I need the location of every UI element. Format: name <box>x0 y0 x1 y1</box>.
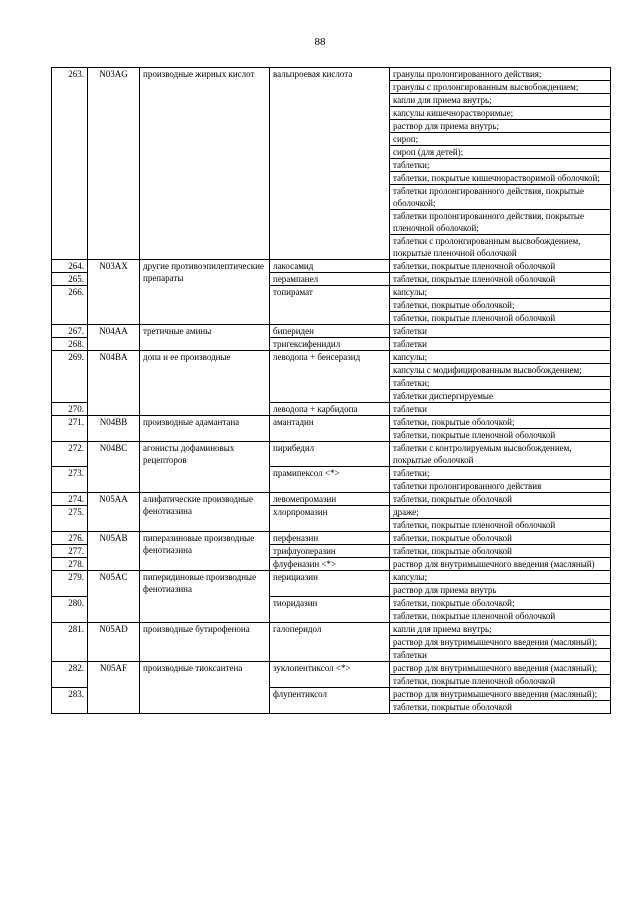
row-number: 281. <box>52 623 88 662</box>
row-number: 279. <box>52 571 88 597</box>
pharmacological-group: производные бутирофенона <box>140 623 270 662</box>
dosage-form-item: таблетки, покрытые оболочкой <box>393 494 512 504</box>
row-number: 277. <box>52 545 88 558</box>
row-number: 269. <box>52 351 88 403</box>
drug-name: галоперидол <box>270 623 390 662</box>
table-row <box>52 662 611 688</box>
row-number: 276. <box>52 532 88 545</box>
dosage-form-item: таблетки, покрытые пленочной оболочкой <box>390 674 610 687</box>
atc-code: N04BC <box>88 442 140 493</box>
dosage-form-item: таблетки с пролонгированным высвобождением, покрытые пленочной оболочкой <box>390 234 610 259</box>
dosage-forms <box>390 506 611 532</box>
dosage-form-item: капли для приема внутрь; <box>393 624 492 634</box>
drug-name: топирамат <box>270 286 390 325</box>
dosage-form-item: таблетки, покрытые пленочной оболочкой <box>393 274 556 284</box>
pharmacological-group: агонисты дофаминовых рецепторов <box>140 442 270 493</box>
dosage-forms <box>390 623 611 662</box>
dosage-form-item: таблетки, покрытые оболочкой <box>393 546 512 556</box>
dosage-form-item: таблетки пролонгированного действия <box>390 479 610 492</box>
row-number: 282. <box>52 662 88 688</box>
dosage-form-item: драже; <box>393 507 419 517</box>
drug-name: прамипексол <*> <box>270 467 390 493</box>
drug-name: лакосамид <box>270 260 390 273</box>
drug-name: тригексифенидил <box>270 338 390 351</box>
dosage-form-item: сироп (для детей); <box>390 145 610 158</box>
dosage-form-item: раствор для внутримышечного введения (масляный) <box>393 559 595 569</box>
dosage-form-item: таблетки пролонгированного действия, покрытые оболочкой; <box>390 184 610 209</box>
atc-code: N05AB <box>88 532 140 571</box>
dosage-form-item: таблетки с контролируемым высвобождением, покрытые оболочкой <box>393 443 572 465</box>
table-row <box>52 623 611 662</box>
dosage-form-item: раствор для внутримышечного введения (масляный); <box>393 689 598 699</box>
dosage-form-item: таблетки; <box>390 376 610 389</box>
pharmacological-group: допа и ее производные <box>140 351 270 416</box>
dosage-forms <box>390 260 611 273</box>
dosage-form-item: таблетки, покрытые кишечнорастворимой оболочкой; <box>390 171 610 184</box>
dosage-form-item: капсулы; <box>393 287 427 297</box>
medicines-table <box>51 67 611 714</box>
row-number: 268. <box>52 338 88 351</box>
pharmacological-group: производные жирных кислот <box>140 68 270 260</box>
pharmacological-group: пиперазиновые производные фенотиазина <box>140 532 270 571</box>
pharmacological-group: пиперидиновые производные фенотиазина <box>140 571 270 623</box>
atc-code: N05AA <box>88 493 140 532</box>
table-row <box>52 325 611 338</box>
dosage-form-item: таблетки, покрытые оболочкой; <box>390 298 610 311</box>
row-number: 265. <box>52 273 88 286</box>
table-body <box>52 68 611 714</box>
dosage-form-item: таблетки; <box>390 158 610 171</box>
dosage-forms <box>390 597 611 623</box>
drug-name: леводопа + бенсеразид <box>270 351 390 403</box>
page-number: 88 <box>314 36 326 48</box>
table-row <box>52 416 611 442</box>
dosage-form-item: сироп; <box>390 132 610 145</box>
dosage-forms <box>390 325 611 338</box>
dosage-form-item: раствор для приема внутрь; <box>390 119 610 132</box>
drug-name: пирибедил <box>270 442 390 467</box>
row-number: 274. <box>52 493 88 506</box>
dosage-form-item: таблетки; <box>393 468 430 478</box>
dosage-form-item: таблетки, покрытые пленочной оболочкой <box>393 261 556 271</box>
dosage-forms <box>390 273 611 286</box>
dosage-form-item: таблетки, покрытые оболочкой; <box>393 598 515 608</box>
drug-name: бипериден <box>270 325 390 338</box>
atc-code: N04BB <box>88 416 140 442</box>
drug-name: зуклопентиксол <*> <box>270 662 390 688</box>
table-row <box>52 532 611 545</box>
dosage-form-item: таблетки, покрытые пленочной оболочкой <box>390 518 610 531</box>
row-number: 270. <box>52 403 88 416</box>
dosage-form-item: таблетки пролонгированного действия, покрытые пленочной оболочкой; <box>390 209 610 234</box>
dosage-form-item: таблетки, покрытые оболочкой <box>390 700 610 713</box>
pharmacological-group: другие противоэпилептические препараты <box>140 260 270 325</box>
dosage-form-item: капсулы; <box>393 572 427 582</box>
dosage-forms <box>390 416 611 442</box>
table-row <box>52 68 611 260</box>
drug-name: тиоридазин <box>270 597 390 623</box>
atc-code: N05AC <box>88 571 140 623</box>
dosage-forms <box>390 338 611 351</box>
dosage-form-item: гранулы с пролонгированным высвобождением; <box>390 80 610 93</box>
row-number: 280. <box>52 597 88 623</box>
dosage-forms <box>390 688 611 714</box>
dosage-form-item: капли для приема внутрь; <box>390 93 610 106</box>
drug-name: перфеназин <box>270 532 390 545</box>
dosage-forms <box>390 571 611 597</box>
drug-name: амантадин <box>270 416 390 442</box>
drug-name: перициазин <box>270 571 390 597</box>
row-number: 263. <box>52 68 88 260</box>
row-number: 271. <box>52 416 88 442</box>
drug-name: флупентиксол <box>270 688 390 714</box>
dosage-form-item: таблетки <box>390 648 610 661</box>
dosage-form-item: капсулы с модифицированным высвобождением; <box>390 363 610 376</box>
pharmacological-group: третичные амины <box>140 325 270 351</box>
table-row <box>52 493 611 506</box>
dosage-forms <box>390 351 611 403</box>
dosage-form-item: таблетки диспергируемые <box>390 389 610 402</box>
drug-name: левомепромазин <box>270 493 390 506</box>
row-number: 272. <box>52 442 88 467</box>
dosage-forms <box>390 403 611 416</box>
dosage-form-item: раствор для внутримышечного введения (масляный); <box>393 663 598 673</box>
dosage-form-item: капсулы; <box>393 352 427 362</box>
atc-code: N05AD <box>88 623 140 662</box>
dosage-form-item: раствор для внутримышечного введения (масляный); <box>390 635 610 648</box>
drug-name: трифлуоперазин <box>270 545 390 558</box>
dosage-forms <box>390 558 611 571</box>
pharmacological-group: производные тиоксантена <box>140 662 270 714</box>
drug-name: леводопа + карбидопа <box>270 403 390 416</box>
row-number: 264. <box>52 260 88 273</box>
table-row <box>52 260 611 273</box>
atc-code: N04AA <box>88 325 140 351</box>
atc-code: N04BA <box>88 351 140 416</box>
dosage-forms <box>390 68 611 260</box>
dosage-form-item: таблетки <box>393 339 428 349</box>
dosage-form-item: таблетки, покрытые оболочкой; <box>393 417 515 427</box>
row-number: 275. <box>52 506 88 532</box>
dosage-form-item: таблетки <box>393 326 428 336</box>
dosage-form-item: таблетки <box>393 404 428 414</box>
dosage-form-item: гранулы пролонгированного действия; <box>393 69 542 79</box>
row-number: 283. <box>52 688 88 714</box>
dosage-form-item: таблетки, покрытые пленочной оболочкой <box>390 609 610 622</box>
table-row <box>52 442 611 467</box>
atc-code: N03AX <box>88 260 140 325</box>
dosage-forms <box>390 545 611 558</box>
atc-code: N03AG <box>88 68 140 260</box>
dosage-forms <box>390 467 611 493</box>
dosage-forms <box>390 442 611 467</box>
drug-name: флуфеназин <*> <box>270 558 390 571</box>
atc-code: N05AF <box>88 662 140 714</box>
drug-name: хлорпромазин <box>270 506 390 532</box>
dosage-forms <box>390 662 611 688</box>
dosage-form-item: раствор для приема внутрь <box>390 583 610 596</box>
table-row <box>52 571 611 597</box>
dosage-form-item: таблетки, покрытые пленочной оболочкой <box>390 428 610 441</box>
dosage-forms <box>390 286 611 325</box>
row-number: 266. <box>52 286 88 325</box>
row-number: 278. <box>52 558 88 571</box>
dosage-form-item: таблетки, покрытые оболочкой <box>393 533 512 543</box>
dosage-form-item: таблетки, покрытые пленочной оболочкой <box>390 311 610 324</box>
row-number: 273. <box>52 467 88 493</box>
dosage-form-item: капсулы кишечнорастворимые; <box>390 106 610 119</box>
drug-name: вальпроевая кислота <box>270 68 390 260</box>
pharmacological-group: производные адамантана <box>140 416 270 442</box>
drug-name: перампанел <box>270 273 390 286</box>
table-row <box>52 351 611 403</box>
dosage-forms <box>390 532 611 545</box>
dosage-forms <box>390 493 611 506</box>
row-number: 267. <box>52 325 88 338</box>
pharmacological-group: алифатические производные фенотиазина <box>140 493 270 532</box>
